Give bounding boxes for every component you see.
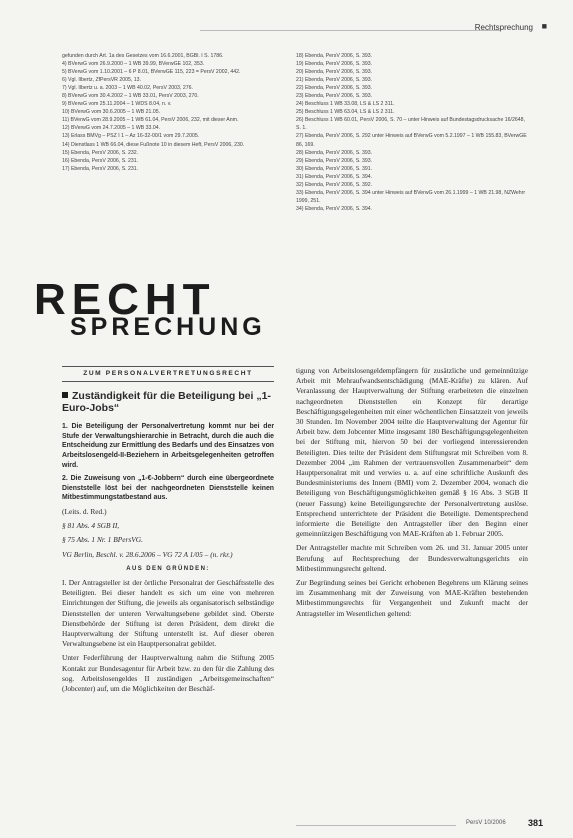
editor-note: (Leits. d. Red.) — [62, 506, 107, 516]
footnote: 27) Ebenda, PersV 2006, S. 292 unter Hinweis auf BVerwG vom 5.2.1997 – 1 WB 155.83, BVerwGE 86, 169. — [296, 133, 527, 148]
footnote: 21) Ebenda, PersV 2006, S. 393. — [296, 77, 373, 84]
norm-reference: § 81 Abs. 4 SGB II, — [62, 521, 120, 531]
article-column-left — [62, 366, 274, 698]
footnote: 11) BVerwG vom 28.9.2005 – 1 WB 61.04, PersV 2006, 232, mit dieser Anm. — [62, 117, 239, 124]
footer-rule — [296, 825, 456, 826]
footnotes-left — [62, 52, 274, 173]
footnote: 10) BVerwG vom 30.6.2005 – 1 WB 21.05. — [62, 109, 161, 116]
article-column-right — [296, 366, 528, 623]
body-paragraph: tigung von Arbeitslosengeldempfängern für zusätzliche und gemeinnützige Arbeit mit Mehraufwandsentschädigung (MAE-Kräfte) zu klären. Auf Veranlassung der Hauptverwaltung der Stiftung erarbeiteten die einzelnen nachgeordneten Dienststellen ein Konzept für derartige Beschäftigungsgelegenheiten mit einer wöchentlichen Einsatzzeit von jeweils 30 Stunden. Im November 2004 teilte die Hauptverwaltung der Agentur für Arbeit bzw. dem Jobcenter Mitte insgesamt 180 Beschäftigungsgelegenheiten bei der Stiftung mit, hiervon 50 bei der vorliegend interessierenden Beteiligten. Dies teilte der Präsident dem Stiftungsrat mit Schreiben vom 8. Dezember 2004 „im Rahmen der vertrauensvollen Zusammenarbeit“ dem Hauptpersonalrat mit und verwies u. a. auf eine schriftliche Auskunft des Bundesministeriums des Innern (BMI) vom 2. Dezember 2004, wonach die Beteiligung von Beschäftigungsmöglichkeiten gemäß § 16 Abs. 3 SGB II (neuer Fassung) keine Beteiligungsrechte der Personalvertretung auslöse. Entsprechend unterrichtete der Präsident die Beteiligte. Dementsprechend informierte die Beteiligte den Antragsteller über den Beginn einer gemeinnützigen Beschäftigung von MAE-Kräften ab 1. Februar 2005. — [296, 366, 528, 539]
footnote: 33) Ebenda, PersV 2006, S. 394 unter Hinweis auf BVerwG vom 26.1.1999 – 1 WB 21.98, NZWehrr 1999, 251. — [296, 189, 526, 204]
guiding-principle-2: 2. Die Zuweisung von „1-€-Jobbern“ durch eine übergeordnete Dienststelle löst bei der nachgeordneten Dienststelle keinen Mitbestimmungstatbestand aus. — [62, 475, 274, 502]
footnote: 14) Dienstlass 1 WB 66.04, diese Fußnote 10 in diesem Heft, PersV 2006, 230. — [62, 141, 245, 148]
footnote: 31) Ebenda, PersV 2006, S. 394. — [296, 173, 373, 180]
footnote: 22) Ebenda, PersV 2006, S. 393. — [296, 85, 373, 92]
footnote: 4) BVerwG vom 26.9.2000 – 1 WB 39.99, BVerwGE 102, 353. — [62, 61, 205, 68]
article-headline — [62, 390, 274, 414]
journal-issue: PersV 10/2006 — [466, 820, 506, 826]
section-title: Rechtsprechung — [474, 23, 533, 32]
footnote: 9) BVerwG vom 25.11.2004 – 1 WDS 8.04, n. v. — [62, 101, 172, 108]
footnote: 6) Vgl. Ilbertz, ZfPersVR 2005, 13. — [62, 77, 142, 84]
headline-text: Zuständigkeit für die Beteiligung bei „1-Euro-Jobs“ — [62, 390, 271, 415]
body-paragraph: Zur Begründung seines bei Gericht erhobenen Begehrens um Klärung seines im Zusammenhang mit der Zuweisung von MAE-Kräften bestehenden Mitbestimmungsrechts für Vergangenheit und Zukunft macht der Antragsteller im Wesentlichen geltend: — [296, 578, 528, 618]
body-paragraph: I. Der Antragsteller ist der örtliche Personalrat der Geschäftsstelle des Beteiligten. Bei dieser handelt es sich um eine von mehreren Einrichtungen der Stiftung, die jeweils als organisatorisch selbständige Dienststellen der unteren Verwaltungsebene gebildet sind. Oberste Dienstbehörde der Stiftung ist deren Präsident, dem direkt die Hauptverwaltung der Stiftung unterstellt ist. Auf dieser oberen Verwaltungsebene ist ein Hauptpersonalrat gebildet. — [62, 577, 274, 649]
page-footer — [0, 818, 573, 832]
page-number: 381 — [528, 818, 544, 828]
footnote: 34) Ebenda, PersV 2006, S. 394. — [296, 205, 373, 212]
running-header — [0, 20, 573, 42]
footnote: 7) Vgl. Ilbertz u. a. 2003 – 1 WB 40.02, PersV 2003, 276. — [62, 85, 193, 92]
footnote: 18) Ebenda, PersV 2006, S. 393. — [296, 53, 373, 59]
masthead-sprechung: SPRECHUNG — [70, 313, 266, 341]
footnote: 13) Erlass BMVg – PSZ I 1 – Az 16-32-00/1 vom 29.7.2005. — [62, 133, 200, 140]
footnote: 23) Ebenda, PersV 2006, S. 393. — [296, 93, 373, 100]
footnote: 16) Ebenda, PersV 2006, S. 231. — [62, 157, 139, 164]
footnote: 28) Ebenda, PersV 2006, S. 393. — [296, 149, 373, 156]
footnote: 25) Beschluss 1 WB 63.04, LS & LS 2 311. — [296, 109, 395, 116]
body-paragraph: Unter Federführung der Hauptverwaltung nahm die Stiftung 2005 Kontakt zur Bundesagentur für Arbeit bzw. zu den für die Zahlung des sog. Arbeitslosengeldes II zuständigen „Arbeitsgemeinschaften“ (Jobcenter) auf, um die Möglichkeiten der Beschäf- — [62, 653, 274, 693]
guiding-principle-1: 1. Die Beteiligung der Personalvertretung kommt nur bei der Stufe der Verwaltungshierarchie in Betracht, durch die auch die Entscheidung zur Ermittlung des Bedarfs und des Einsatzes von Arbeitslosengeld-II-Beziehern in Arbeitsgelegenheiten getroffen wird. — [62, 423, 274, 469]
footnote: gefunden durch Art. 1a des Gesetzes vom 16.6.2001, BGBl. I S. 1786. — [62, 53, 224, 59]
footnote: 26) Beschluss 1 WB 60.01, PersV 2006, S. 70 – unter Hinweis auf Bundestagsdrucksache 16/2648, S. 1. — [296, 117, 525, 132]
footnote: 5) BVerwG vom 1.10.2001 – 6 P 8.01, BVerwGE 115, 223 = PersV 2002, 442. — [62, 69, 241, 76]
footnote: 8) BVerwG vom 30.4.2002 – 1 WB 33.01, PersV 2003, 270. — [62, 93, 199, 100]
section-rubric: ZUM PERSONALVERTRETUNGSRECHT — [62, 366, 274, 382]
footnote: 20) Ebenda, PersV 2006, S. 393. — [296, 69, 373, 76]
reasons-heading: AUS DEN GRÜNDEN: — [126, 565, 210, 572]
body-paragraph: Der Antragsteller machte mit Schreiben vom 26. und 31. Januar 2005 unter Berufung auf Rechtsprechung der Bundesverwaltungsgerichts ein Mitbestimmungsrecht geltend. — [296, 543, 528, 573]
footnote: 17) Ebenda, PersV 2006, S. 231. — [62, 165, 139, 172]
footnotes-right — [296, 52, 528, 213]
header-rule — [200, 30, 500, 31]
footnote: 29) Ebenda, PersV 2006, S. 393. — [296, 157, 373, 164]
bullet-square-icon — [62, 392, 68, 398]
footnote: 24) Beschluss 1 WB 33.08, LS & LS 2 311. — [296, 101, 395, 108]
footnote: 32) Ebenda, PersV 2006, S. 392. — [296, 181, 373, 188]
masthead-recht: RECHT — [34, 275, 216, 324]
section-mark: ■ — [541, 21, 547, 31]
footnote: 30) Ebenda, PersV 2006, S. 391. — [296, 165, 373, 172]
court-citation: VG Berlin, Beschl. v. 28.6.2006 – VG 72 A 1/05 – (n. rkr.) — [62, 549, 233, 559]
norm-reference: § 75 Abs. 1 Nr. 1 BPersVG. — [62, 535, 143, 545]
footnote: 19) Ebenda, PersV 2006, S. 393. — [296, 61, 373, 68]
footnote: 15) Ebenda, PersV 2006, S. 232. — [62, 149, 139, 156]
footnote: 12) BVerwG vom 24.7.2005 – 1 WB 33.04. — [62, 125, 161, 132]
